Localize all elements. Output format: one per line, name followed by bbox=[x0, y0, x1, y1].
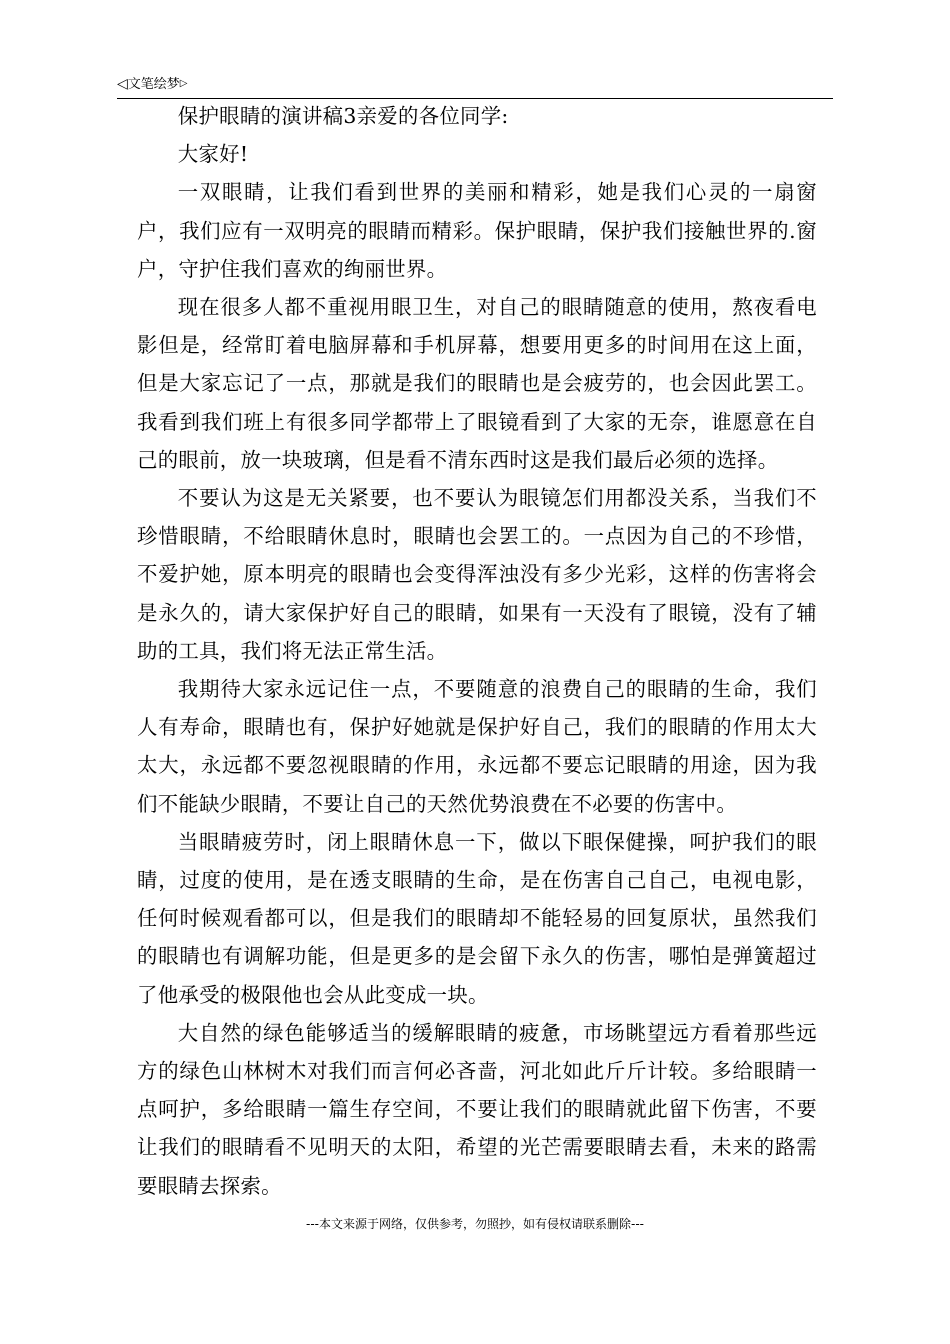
left-triangle-icon: ◁ bbox=[117, 76, 128, 92]
paragraph: 当眼睛疲劳时，闭上眼睛休息一下，做以下眼保健操，呵护我们的眼睛，过度的使用，是在透支眼睛的生命，是在伤害自己自己，电视电影，任何时候观看都可以，但是我们的眼睛却不能轻易的回复原状，虽然我们的眼睛也有调解功能，但是更多的是会留下永久的伤害，哪怕是弹簧超过了他承受的极限他也会从此变成一块。 bbox=[137, 829, 817, 1007]
footer-notice: ---本文来源于网络，仅供参考，勿照抄，如有侵权请联系删除--- bbox=[306, 1217, 644, 1231]
paragraph: 不要认为这是无关紧要，也不要认为眼镜怎们用都没关系，当我们不珍惜眼睛，不给眼睛休息时，眼睛也会罢工的。一点因为自己的不珍惜，不爱护她，原本明亮的眼睛也会变得浑浊没有多少光彩，这样的伤害将会是永久的，请大家保护好自己的眼睛，如果有一天没有了眼镜，没有了辅助的工具，我们将无法正常生活。 bbox=[137, 486, 817, 663]
header-title-text: 文笔绘梦 bbox=[127, 77, 180, 92]
paragraph: 大自然的绿色能够适当的缓解眼睛的疲惫，市场眺望远方看着那些远方的绿色山林树木对我们而言何必吝啬，河北如此斤斤计较。多给眼睛一点呵护，多给眼睛一篇生存空间，不要让我们的眼睛就此留下伤害，不要让我们的眼睛看不见明天的太阳，希望的光芒需要眼睛去看，未来的路需要眼睛去探索。 bbox=[137, 1020, 817, 1198]
paragraph: 我期待大家永远记住一点，不要随意的浪费自己的眼睛的生命，我们人有寿命，眼睛也有，保护好她就是保护好自己，我们的眼睛的作用太大太大，永远都不要忽视眼睛的作用，永远都不要忘记眼睛的用途，因为我们不能缺少眼睛，不要让自己的天然优势浪费在不必要的伤害中。 bbox=[137, 677, 817, 816]
paragraph-title: 保护眼睛的演讲稿3亲爱的各位同学: bbox=[177, 104, 509, 128]
paragraph: 一双眼睛，让我们看到世界的美丽和精彩，她是我们心灵的一扇窗户，我们应有一双明亮的眼睛而精彩。保护眼睛，保护我们接触世界的.窗户，守护住我们喜欢的绚丽世界。 bbox=[137, 180, 817, 281]
document-body bbox=[137, 97, 817, 1205]
paragraph: 现在很多人都不重视用眼卫生，对自己的眼睛随意的使用，熬夜看电影但是，经常盯着电脑屏幕和手机屏幕，想要用更多的时间用在这上面，但是大家忘记了一点，那就是我们的眼睛也是会疲劳的，也会因此罢工。我看到我们班上有很多同学都带上了眼镜看到了大家的无奈，谁愿意在自己的眼前，放一块玻璃，但是看不清东西时这是我们最后必须的选择。 bbox=[137, 295, 817, 472]
right-triangle-icon: ▷ bbox=[179, 78, 188, 89]
header-title bbox=[117, 75, 188, 94]
page-header bbox=[117, 74, 833, 99]
paragraph-greeting: 大家好! bbox=[177, 142, 249, 167]
